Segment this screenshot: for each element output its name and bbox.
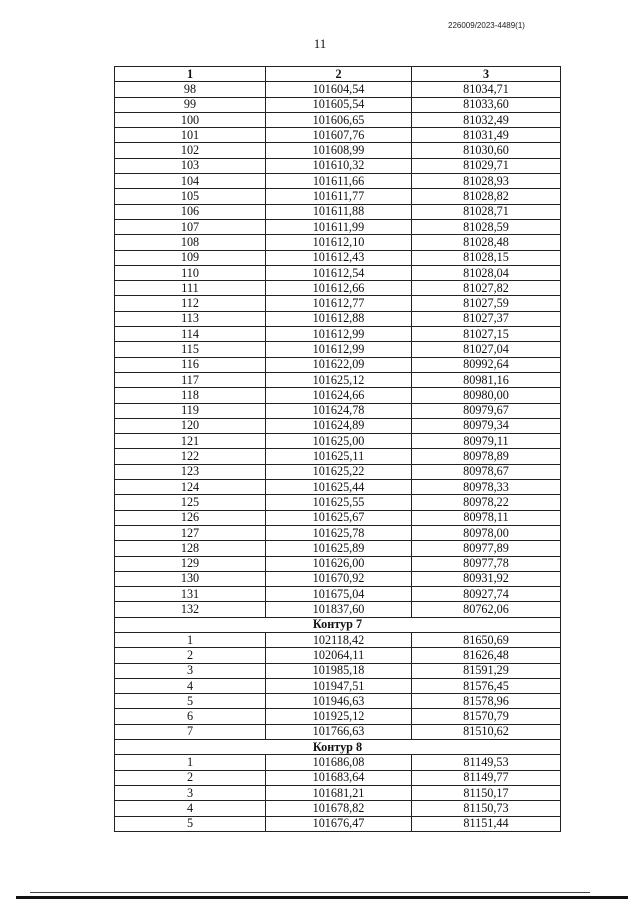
x-coordinate-cell: 101985,18	[266, 663, 412, 678]
y-coordinate-cell: 80978,67	[412, 464, 561, 479]
table-row	[115, 281, 561, 296]
x-coordinate-cell: 101605,54	[266, 97, 412, 112]
y-coordinate-cell: 80977,78	[412, 556, 561, 571]
y-coordinate-cell: 80978,33	[412, 480, 561, 495]
point-number-cell: 132	[115, 602, 266, 617]
point-number-cell: 120	[115, 418, 266, 433]
x-coordinate-cell: 101624,89	[266, 418, 412, 433]
y-coordinate-cell: 80931,92	[412, 571, 561, 586]
y-coordinate-cell: 81591,29	[412, 663, 561, 678]
point-number-cell: 114	[115, 327, 266, 342]
table-row	[115, 327, 561, 342]
x-coordinate-cell: 101670,92	[266, 571, 412, 586]
y-coordinate-cell: 81028,48	[412, 235, 561, 250]
x-coordinate-cell: 102118,42	[266, 632, 412, 647]
section-header-row	[115, 740, 561, 755]
point-number-cell: 4	[115, 678, 266, 693]
x-coordinate-cell: 102064,11	[266, 648, 412, 663]
x-coordinate-cell: 101611,66	[266, 174, 412, 189]
bottom-rule-thin	[30, 892, 590, 893]
y-coordinate-cell: 81027,59	[412, 296, 561, 311]
table-row	[115, 755, 561, 770]
y-coordinate-cell: 81576,45	[412, 678, 561, 693]
point-number-cell: 113	[115, 311, 266, 326]
point-number-cell: 123	[115, 464, 266, 479]
point-number-cell: 6	[115, 709, 266, 724]
x-coordinate-cell: 101947,51	[266, 678, 412, 693]
y-coordinate-cell: 81028,15	[412, 250, 561, 265]
y-coordinate-cell: 81032,49	[412, 112, 561, 127]
table-row	[115, 174, 561, 189]
table-row	[115, 464, 561, 479]
x-coordinate-cell: 101612,88	[266, 311, 412, 326]
table-row	[115, 556, 561, 571]
column-header: 3	[412, 67, 561, 82]
table-row	[115, 434, 561, 449]
point-number-cell: 112	[115, 296, 266, 311]
table-row	[115, 648, 561, 663]
x-coordinate-cell: 101681,21	[266, 785, 412, 800]
x-coordinate-cell: 101622,09	[266, 357, 412, 372]
table-row	[115, 342, 561, 357]
y-coordinate-cell: 80978,22	[412, 495, 561, 510]
table-row	[115, 571, 561, 586]
table-row	[115, 632, 561, 647]
x-coordinate-cell: 101612,77	[266, 296, 412, 311]
y-coordinate-cell: 80979,34	[412, 418, 561, 433]
table-row	[115, 449, 561, 464]
y-coordinate-cell: 81510,62	[412, 724, 561, 739]
x-coordinate-cell: 101604,54	[266, 82, 412, 97]
point-number-cell: 4	[115, 801, 266, 816]
bottom-rule	[16, 896, 628, 899]
x-coordinate-cell: 101625,67	[266, 510, 412, 525]
table-row	[115, 663, 561, 678]
x-coordinate-cell: 101612,10	[266, 235, 412, 250]
x-coordinate-cell: 101946,63	[266, 694, 412, 709]
point-number-cell: 109	[115, 250, 266, 265]
table-row	[115, 372, 561, 387]
table-row	[115, 587, 561, 602]
y-coordinate-cell: 81029,71	[412, 158, 561, 173]
y-coordinate-cell: 80979,67	[412, 403, 561, 418]
table-row	[115, 541, 561, 556]
y-coordinate-cell: 81034,71	[412, 82, 561, 97]
point-number-cell: 121	[115, 434, 266, 449]
table-body	[115, 82, 561, 832]
y-coordinate-cell: 81033,60	[412, 97, 561, 112]
x-coordinate-cell: 101678,82	[266, 801, 412, 816]
x-coordinate-cell: 101612,54	[266, 265, 412, 280]
point-number-cell: 125	[115, 495, 266, 510]
point-number-cell: 124	[115, 480, 266, 495]
point-number-cell: 115	[115, 342, 266, 357]
x-coordinate-cell: 101625,11	[266, 449, 412, 464]
table-row	[115, 265, 561, 280]
x-coordinate-cell: 101683,64	[266, 770, 412, 785]
x-coordinate-cell: 101837,60	[266, 602, 412, 617]
y-coordinate-cell: 81650,69	[412, 632, 561, 647]
point-number-cell: 105	[115, 189, 266, 204]
point-number-cell: 129	[115, 556, 266, 571]
x-coordinate-cell: 101625,78	[266, 525, 412, 540]
x-coordinate-cell: 101611,77	[266, 189, 412, 204]
x-coordinate-cell: 101612,99	[266, 342, 412, 357]
y-coordinate-cell: 81027,82	[412, 281, 561, 296]
table-row	[115, 311, 561, 326]
x-coordinate-cell: 101625,22	[266, 464, 412, 479]
table-row	[115, 388, 561, 403]
y-coordinate-cell: 81028,04	[412, 265, 561, 280]
point-number-cell: 127	[115, 525, 266, 540]
coordinates-table	[114, 66, 561, 832]
x-coordinate-cell: 101625,89	[266, 541, 412, 556]
point-number-cell: 106	[115, 204, 266, 219]
y-coordinate-cell: 81028,82	[412, 189, 561, 204]
document-id: 226009/2023-4489(1)	[448, 21, 525, 30]
point-number-cell: 110	[115, 265, 266, 280]
table-row	[115, 296, 561, 311]
y-coordinate-cell: 81149,77	[412, 770, 561, 785]
y-coordinate-cell: 81570,79	[412, 709, 561, 724]
y-coordinate-cell: 80762,06	[412, 602, 561, 617]
point-number-cell: 101	[115, 128, 266, 143]
point-number-cell: 2	[115, 770, 266, 785]
page-number: 11	[313, 36, 327, 51]
table-row	[115, 694, 561, 709]
x-coordinate-cell: 101624,66	[266, 388, 412, 403]
x-coordinate-cell: 101675,04	[266, 587, 412, 602]
y-coordinate-cell: 81578,96	[412, 694, 561, 709]
y-coordinate-cell: 80978,89	[412, 449, 561, 464]
y-coordinate-cell: 81031,49	[412, 128, 561, 143]
x-coordinate-cell: 101676,47	[266, 816, 412, 831]
x-coordinate-cell: 101607,76	[266, 128, 412, 143]
y-coordinate-cell: 80979,11	[412, 434, 561, 449]
point-number-cell: 5	[115, 694, 266, 709]
table-row	[115, 480, 561, 495]
y-coordinate-cell: 80981,16	[412, 372, 561, 387]
table-row	[115, 112, 561, 127]
x-coordinate-cell: 101625,55	[266, 495, 412, 510]
y-coordinate-cell: 81149,53	[412, 755, 561, 770]
point-number-cell: 7	[115, 724, 266, 739]
point-number-cell: 1	[115, 632, 266, 647]
y-coordinate-cell: 80978,00	[412, 525, 561, 540]
table-row	[115, 785, 561, 800]
y-coordinate-cell: 81150,73	[412, 801, 561, 816]
table-row	[115, 510, 561, 525]
y-coordinate-cell: 81150,17	[412, 785, 561, 800]
table-row	[115, 235, 561, 250]
table-row	[115, 128, 561, 143]
table-row	[115, 525, 561, 540]
y-coordinate-cell: 81028,71	[412, 204, 561, 219]
table-row	[115, 189, 561, 204]
x-coordinate-cell: 101625,12	[266, 372, 412, 387]
table-row	[115, 418, 561, 433]
y-coordinate-cell: 80978,11	[412, 510, 561, 525]
table-row	[115, 602, 561, 617]
x-coordinate-cell: 101612,66	[266, 281, 412, 296]
x-coordinate-cell: 101925,12	[266, 709, 412, 724]
y-coordinate-cell: 80992,64	[412, 357, 561, 372]
y-coordinate-cell: 81027,04	[412, 342, 561, 357]
point-number-cell: 131	[115, 587, 266, 602]
x-coordinate-cell: 101686,08	[266, 755, 412, 770]
y-coordinate-cell: 80927,74	[412, 587, 561, 602]
table-row	[115, 770, 561, 785]
y-coordinate-cell: 81151,44	[412, 816, 561, 831]
point-number-cell: 108	[115, 235, 266, 250]
y-coordinate-cell: 81030,60	[412, 143, 561, 158]
table-row	[115, 143, 561, 158]
point-number-cell: 111	[115, 281, 266, 296]
x-coordinate-cell: 101625,44	[266, 480, 412, 495]
x-coordinate-cell: 101610,32	[266, 158, 412, 173]
y-coordinate-cell: 81027,15	[412, 327, 561, 342]
point-number-cell: 99	[115, 97, 266, 112]
x-coordinate-cell: 101624,78	[266, 403, 412, 418]
section-label: Контур 8	[115, 740, 561, 755]
point-number-cell: 102	[115, 143, 266, 158]
x-coordinate-cell: 101608,99	[266, 143, 412, 158]
point-number-cell: 104	[115, 174, 266, 189]
x-coordinate-cell: 101626,00	[266, 556, 412, 571]
x-coordinate-cell: 101612,99	[266, 327, 412, 342]
y-coordinate-cell: 81626,48	[412, 648, 561, 663]
x-coordinate-cell: 101611,88	[266, 204, 412, 219]
y-coordinate-cell: 81028,59	[412, 219, 561, 234]
point-number-cell: 3	[115, 785, 266, 800]
y-coordinate-cell: 80980,00	[412, 388, 561, 403]
x-coordinate-cell: 101766,63	[266, 724, 412, 739]
point-number-cell: 2	[115, 648, 266, 663]
point-number-cell: 5	[115, 816, 266, 831]
table-row	[115, 158, 561, 173]
table-row	[115, 801, 561, 816]
point-number-cell: 116	[115, 357, 266, 372]
y-coordinate-cell: 81028,93	[412, 174, 561, 189]
table-row	[115, 816, 561, 831]
table-header-row	[115, 67, 561, 82]
point-number-cell: 117	[115, 372, 266, 387]
point-number-cell: 122	[115, 449, 266, 464]
table-row	[115, 82, 561, 97]
point-number-cell: 107	[115, 219, 266, 234]
point-number-cell: 103	[115, 158, 266, 173]
table-row	[115, 204, 561, 219]
y-coordinate-cell: 81027,37	[412, 311, 561, 326]
point-number-cell: 128	[115, 541, 266, 556]
table-row	[115, 724, 561, 739]
point-number-cell: 130	[115, 571, 266, 586]
table-row	[115, 678, 561, 693]
table-row	[115, 97, 561, 112]
table-row	[115, 403, 561, 418]
x-coordinate-cell: 101611,99	[266, 219, 412, 234]
point-number-cell: 1	[115, 755, 266, 770]
table-row	[115, 250, 561, 265]
column-header: 1	[115, 67, 266, 82]
column-header: 2	[266, 67, 412, 82]
x-coordinate-cell: 101625,00	[266, 434, 412, 449]
y-coordinate-cell: 80977,89	[412, 541, 561, 556]
x-coordinate-cell: 101606,65	[266, 112, 412, 127]
x-coordinate-cell: 101612,43	[266, 250, 412, 265]
point-number-cell: 3	[115, 663, 266, 678]
point-number-cell: 118	[115, 388, 266, 403]
point-number-cell: 100	[115, 112, 266, 127]
table-row	[115, 495, 561, 510]
table-row	[115, 219, 561, 234]
point-number-cell: 126	[115, 510, 266, 525]
point-number-cell: 119	[115, 403, 266, 418]
table-row	[115, 709, 561, 724]
table-row	[115, 357, 561, 372]
point-number-cell: 98	[115, 82, 266, 97]
section-label: Контур 7	[115, 617, 561, 632]
section-header-row	[115, 617, 561, 632]
